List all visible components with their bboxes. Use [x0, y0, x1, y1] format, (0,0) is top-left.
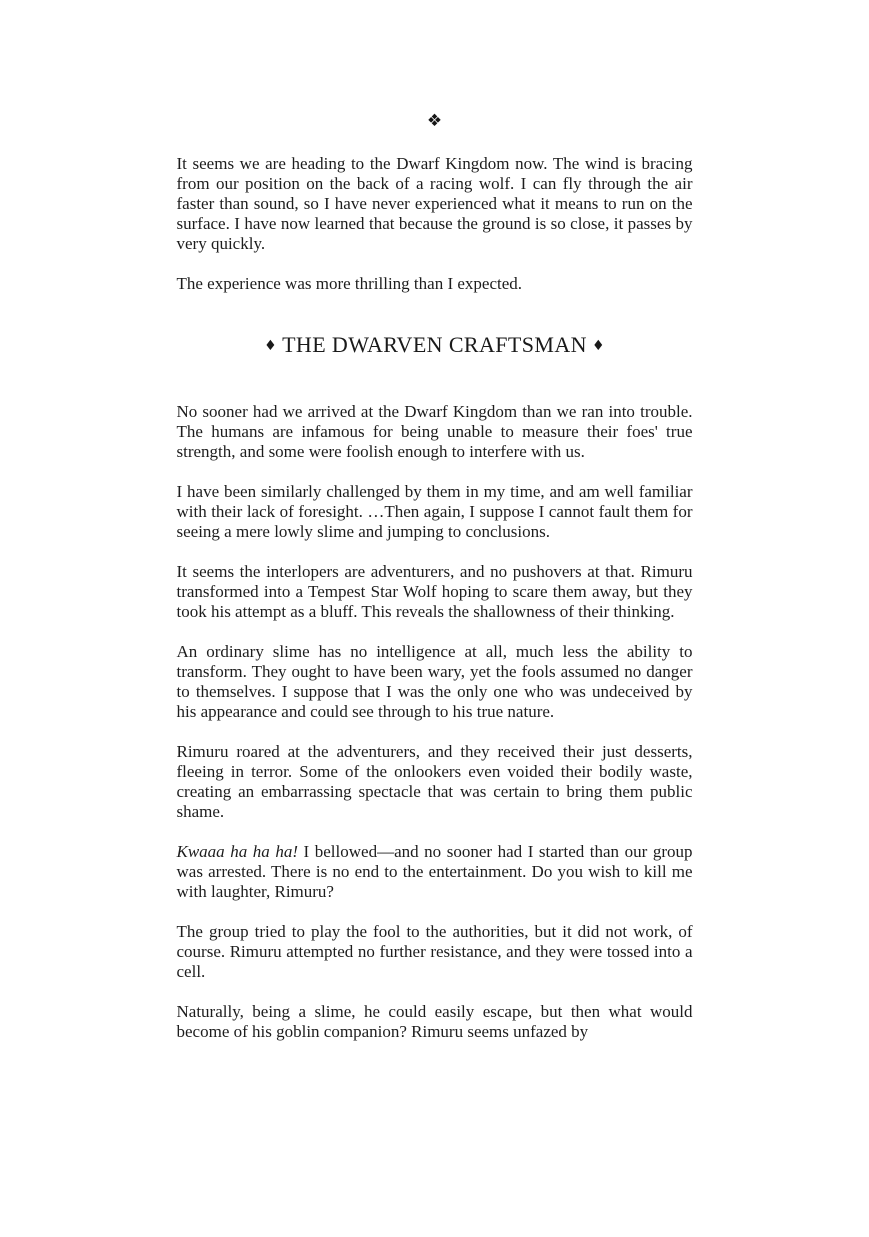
- paragraph: I have been similarly challenged by them in my time, and am well familiar with their lack of foresight. …Then again, I suppose I cannot fault them for seeing a mere lowly slime and jumping to conclusions.: [176, 482, 693, 541]
- diamond-icon: ♦: [264, 338, 278, 354]
- book-page: [177, 0, 693, 1042]
- section-break-ornament-icon: ❖: [426, 111, 443, 131]
- paragraph: Naturally, being a slime, he could easily escape, but then what would become of his goblin companion? Rimuru seems unfazed by: [176, 1002, 693, 1041]
- italic-exclamation: Kwaaa ha ha ha!: [176, 842, 298, 861]
- chapter-heading: [177, 332, 693, 358]
- paragraph: The group tried to play the fool to the authorities, but it did not work, of course. Rimuru attempted no further resistance, and they were tossed into a cell.: [176, 922, 693, 981]
- paragraph: Rimuru roared at the adventurers, and they received their just desserts, fleeing in terror. Some of the onlookers even voided their bodily waste, creating an embarrassing spectacle that was certain to bring them public shame.: [176, 742, 693, 821]
- paragraph: [177, 842, 693, 902]
- paragraph: No sooner had we arrived at the Dwarf Kingdom than we ran into trouble. The humans are infamous for being unable to measure their foes' true strength, and some were foolish enough to interfere with us.: [176, 402, 693, 461]
- paragraph: An ordinary slime has no intelligence at all, much less the ability to transform. They ought to have been wary, yet the fools assumed no danger to themselves. I suppose that I was the only one who was undeceived by his appearance and could see through to his true nature.: [176, 642, 693, 721]
- paragraph-text: I bellowed—and no sooner had I started than our group was arrested. There is no end to the entertainment. Do you wish to kill me with laughter, Rimuru?: [176, 842, 693, 901]
- paragraph: It seems the interlopers are adventurers, and no pushovers at that. Rimuru transformed into a Tempest Star Wolf hoping to scare them away, but they took his attempt as a bluff. This reveals the shallowness of their thinking.: [176, 562, 693, 621]
- paragraph: The experience was more thrilling than I expected.: [176, 274, 523, 293]
- paragraph: It seems we are heading to the Dwarf Kingdom now. The wind is bracing from our position on the back of a racing wolf. I can fly through the air faster than sound, so I have never experienced what it means to run on the surface. I have now learned that because the ground is so close, it passes by very quickly.: [176, 154, 693, 253]
- chapter-title: THE DWARVEN CRAFTSMAN: [282, 332, 587, 357]
- diamond-icon: ♦: [591, 338, 605, 354]
